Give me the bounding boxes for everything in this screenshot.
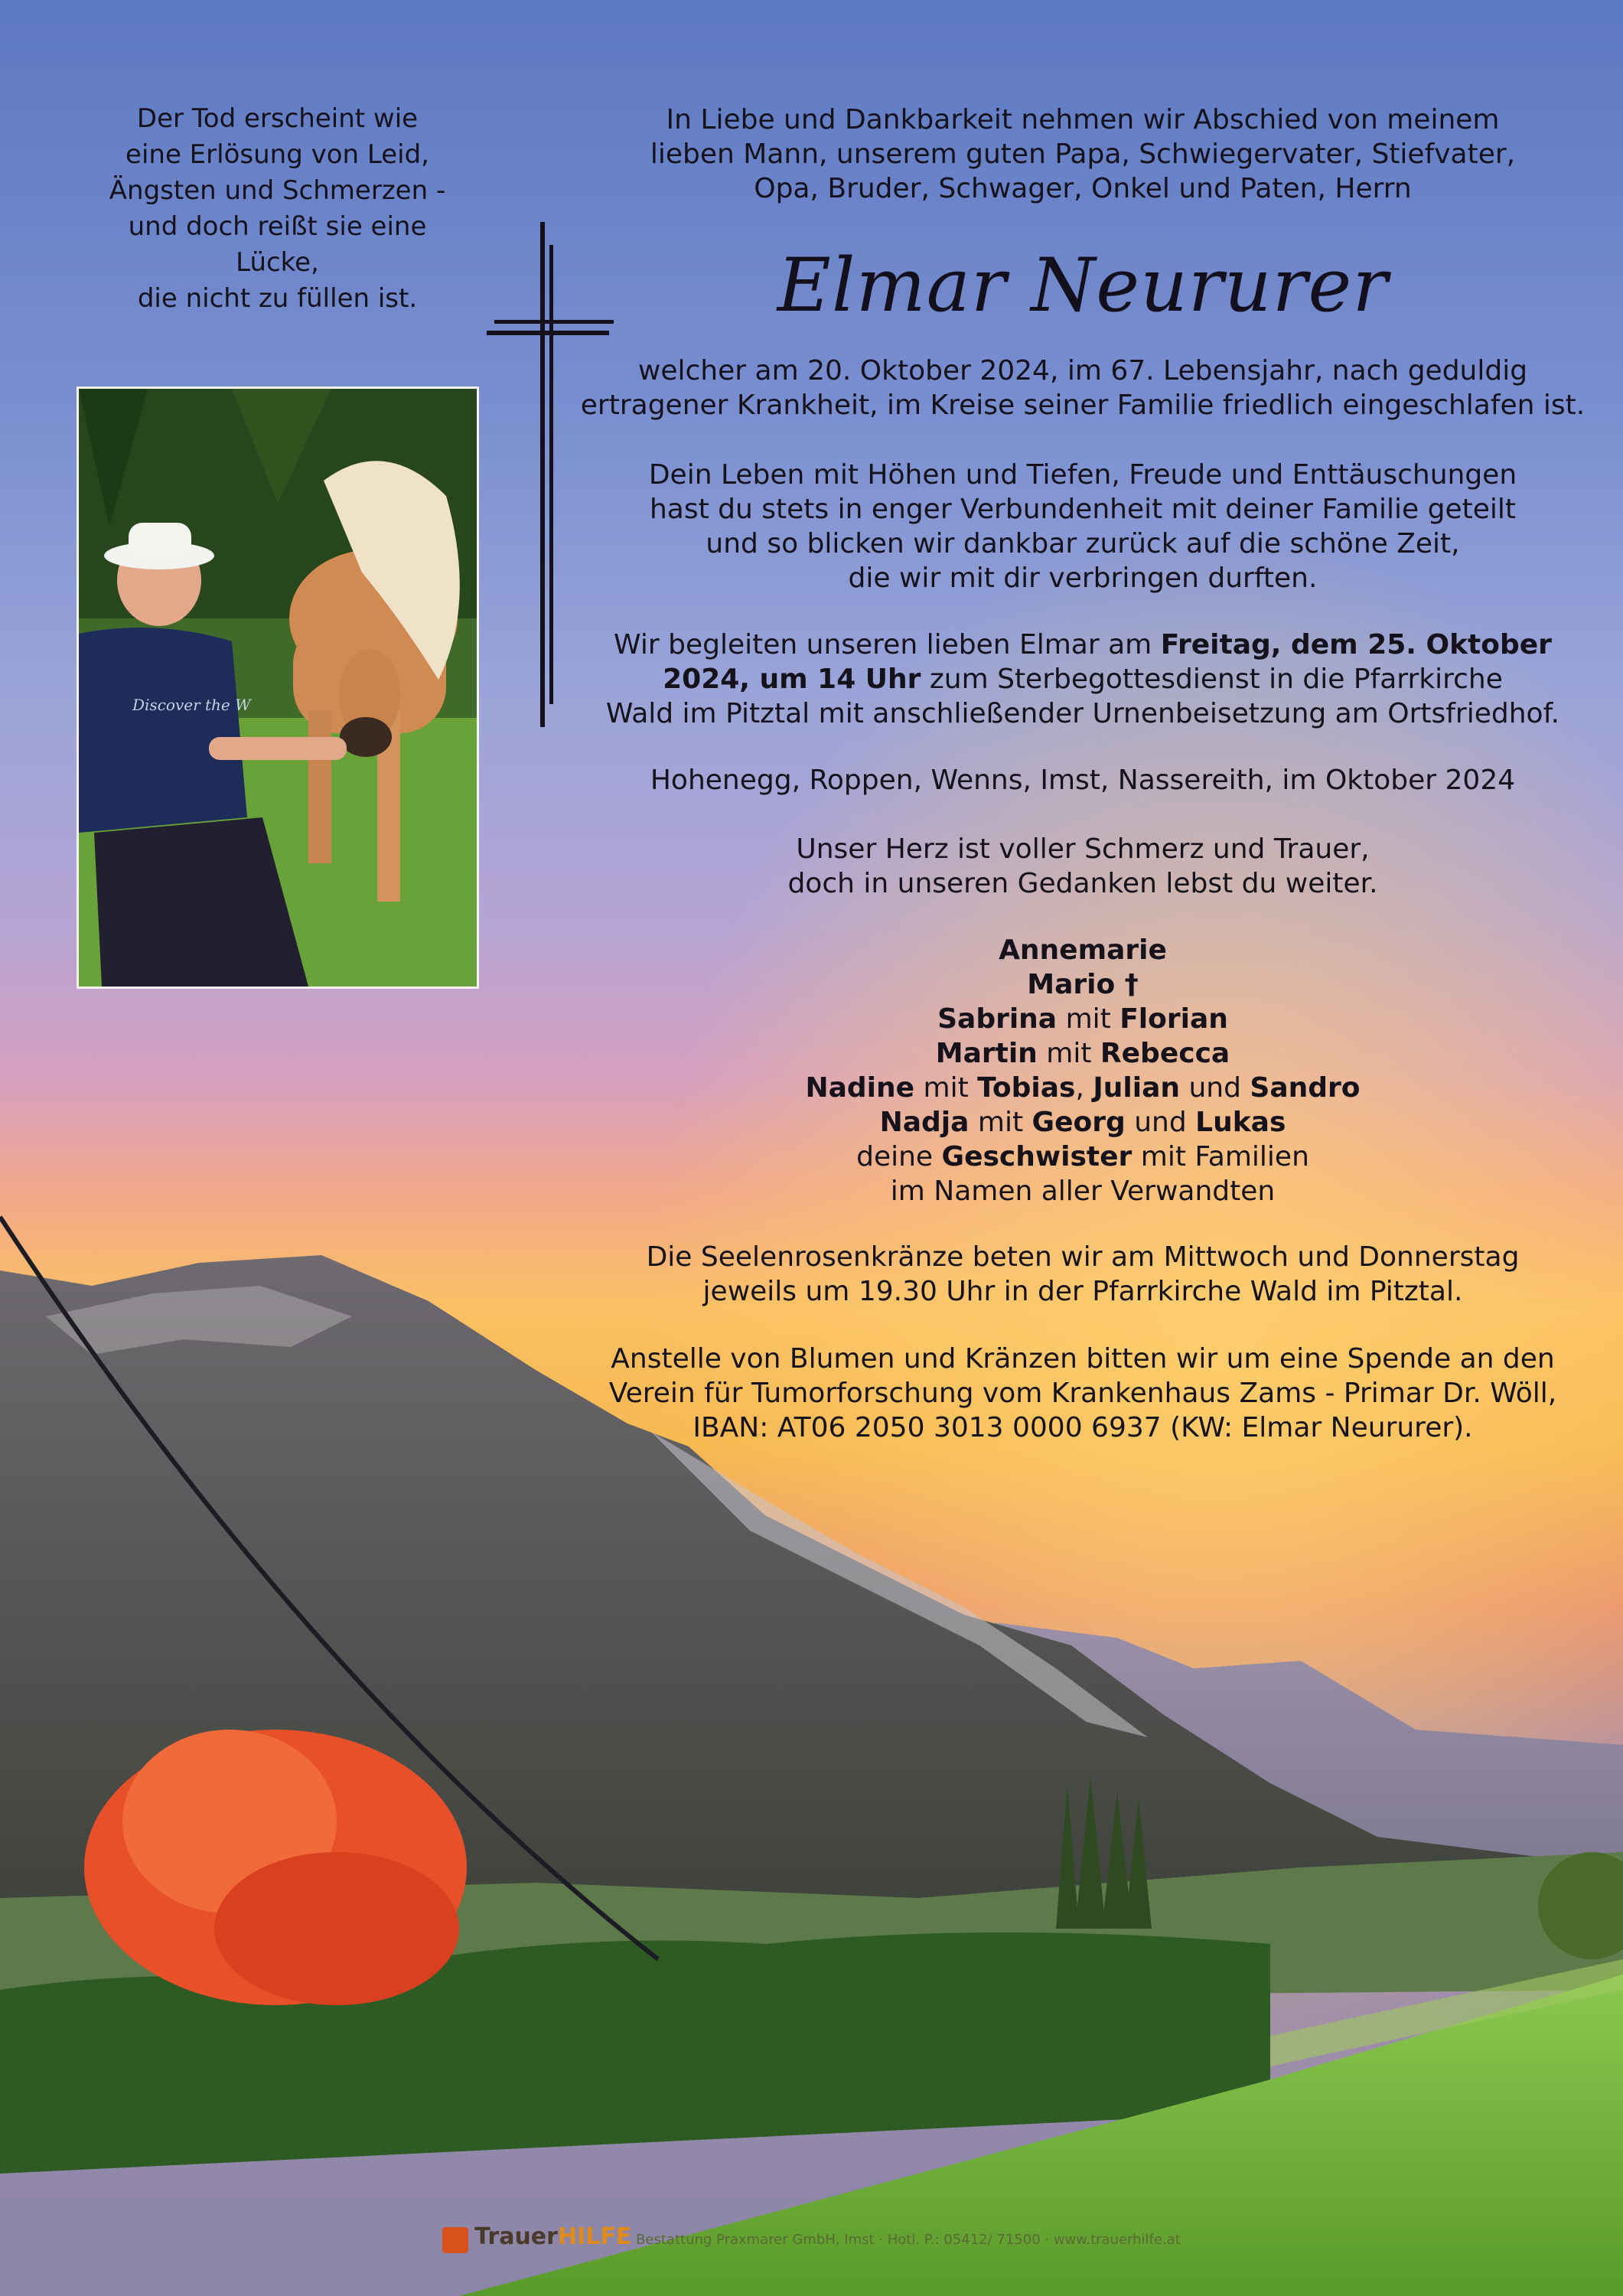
connector: mit Familien	[1140, 1141, 1309, 1172]
deceased-name: Elmar Neururer	[777, 243, 1389, 328]
life-text-line: Dein Leben mit Höhen und Tiefen, Freude und Enttäuschungen	[648, 459, 1517, 491]
funeral-text: Wald im Pitztal mit anschließender Urnenbeisetzung am Ortsfriedhof.	[605, 698, 1560, 729]
family-member: Nadine	[805, 1072, 915, 1104]
connector: mit	[1046, 1038, 1092, 1069]
family-member: Nadja	[879, 1107, 970, 1138]
family-member: Florian	[1119, 1003, 1228, 1035]
life-text	[541, 458, 1623, 595]
quote-line: Lücke,	[236, 247, 319, 278]
quote-line: die nicht zu füllen ist.	[137, 283, 418, 314]
funeral-time: 2024, um 14 Uhr	[663, 664, 921, 695]
connector: und	[1188, 1072, 1241, 1104]
death-info	[541, 354, 1623, 422]
svg-text:Discover the W: Discover the W	[132, 696, 251, 714]
rosary-line: jeweils um 19.30 Uhr in der Pfarrkirche Wald im Pitztal.	[702, 1276, 1463, 1307]
family-member: Lukas	[1195, 1107, 1286, 1138]
intro-text	[541, 103, 1623, 206]
connector: und	[1134, 1107, 1187, 1138]
quote-line: Der Tod erscheint wie	[136, 103, 419, 134]
family-member: Martin	[935, 1038, 1038, 1069]
funeral-text: zum Sterbegottesdienst in die Pfarrkirche	[921, 664, 1503, 695]
places-date: Hohenegg, Roppen, Wenns, Imst, Nassereith, im Oktober 2024	[650, 765, 1516, 796]
death-info-line: welcher am 20. Oktober 2024, im 67. Lebensjahr, nach geduldig	[637, 355, 1528, 386]
donation-line: IBAN: AT06 2050 3013 0000 6937 (KW: Elmar Neururer).	[693, 1412, 1473, 1443]
connector: mit	[1065, 1003, 1111, 1035]
life-text-line: die wir mit dir verbringen durften.	[848, 563, 1318, 594]
intro-line: Opa, Bruder, Schwager, Onkel und Paten, Herrn	[754, 173, 1412, 204]
family-member: Julian	[1093, 1072, 1181, 1104]
family-closing: im Namen aller Verwandten	[890, 1176, 1276, 1207]
funeral-date: Freitag, dem 25. Oktober	[1160, 629, 1552, 660]
family-member: Sabrina	[937, 1003, 1058, 1035]
trauerhilfe-logo-icon	[442, 2227, 468, 2253]
footer-text: Bestattung Praxmarer GmbH, Imst · Hotl. P.: 05412/ 71500 · www.trauerhilfe.at	[636, 2232, 1181, 2248]
family-member: Georg	[1031, 1107, 1126, 1138]
heart-line: doch in unseren Gedanken lebst du weiter.	[787, 868, 1378, 899]
connector: mit	[977, 1107, 1024, 1138]
heart-text	[541, 832, 1623, 901]
life-text-line: hast du stets in enger Verbundenheit mit deiner Familie geteilt	[649, 494, 1517, 525]
family-member: Geschwister	[941, 1141, 1133, 1172]
donation-info	[541, 1342, 1623, 1445]
memorial-quote	[84, 101, 471, 317]
connector: deine	[856, 1141, 934, 1172]
brand-name: HILFE	[557, 2223, 632, 2250]
family-member: Sandro	[1250, 1072, 1361, 1104]
rosary-line: Die Seelenrosenkränze beten wir am Mittwoch und Donnerstag	[646, 1241, 1520, 1273]
quote-line: eine Erlösung von Leid,	[125, 139, 429, 170]
donation-line: Anstelle von Blumen und Kränzen bitten wir um eine Spende an den	[611, 1343, 1555, 1375]
family-member: Tobias	[977, 1072, 1076, 1104]
footer-credit	[0, 2223, 1623, 2253]
connector: ,	[1075, 1072, 1084, 1104]
quote-line: Ängsten und Schmerzen -	[109, 175, 446, 206]
quote-line: und doch reißt sie eine	[128, 211, 427, 242]
brand-name: Trauer	[474, 2223, 558, 2250]
family-list	[541, 933, 1623, 1208]
donation-line: Verein für Tumorforschung vom Krankenhaus Zams - Primar Dr. Wöll,	[608, 1378, 1557, 1409]
intro-line: lieben Mann, unserem guten Papa, Schwiegervater, Stiefvater,	[650, 139, 1516, 170]
funeral-info	[541, 628, 1623, 731]
life-text-line: und so blicken wir dankbar zurück auf die schöne Zeit,	[706, 528, 1460, 559]
connector: mit	[923, 1072, 969, 1104]
rosary-info	[541, 1240, 1623, 1309]
family-member: Rebecca	[1100, 1038, 1230, 1069]
intro-line: In Liebe und Dankbarkeit nehmen wir Abschied von meinem	[666, 104, 1500, 135]
heart-line: Unser Herz ist voller Schmerz und Trauer,	[796, 833, 1370, 865]
funeral-text: Wir begleiten unseren lieben Elmar am	[614, 629, 1161, 660]
family-member: Annemarie	[999, 934, 1167, 966]
family-member: Mario †	[1027, 969, 1139, 1000]
death-info-line: ertragener Krankheit, im Kreise seiner Familie friedlich eingeschlafen ist.	[580, 390, 1586, 421]
portrait-photo	[77, 386, 479, 989]
